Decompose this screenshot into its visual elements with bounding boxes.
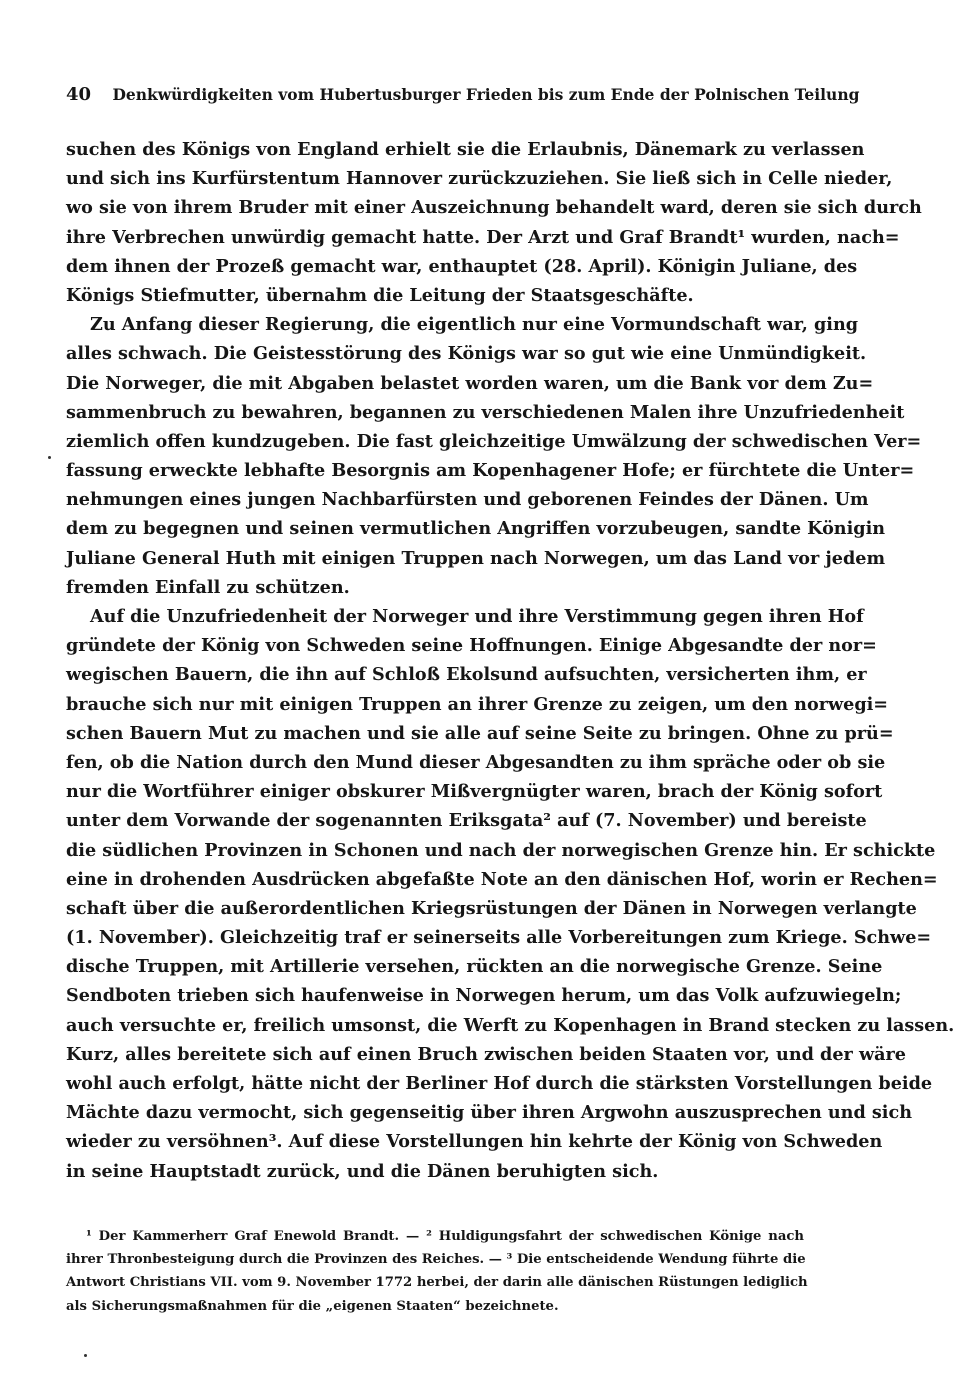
running-head [66, 84, 860, 108]
footnote-line: ¹ Der Kammerherr Graf Enewold Brandt. — ² Huldigungsfahrt der schwedischen Könige nach [86, 1229, 804, 1244]
text-line: dem ihnen der Prozeß gemacht war, enthauptet (28. April). Königin Juliane, des [66, 255, 858, 277]
text-line: alles schwach. Die Geistesstörung des Königs war so gut wie eine Unmündigkeit. [66, 343, 867, 365]
text-line: in seine Hauptstadt zurück, und die Dänen beruhigten sich. [66, 1160, 659, 1182]
text-line: ihre Verbrechen unwürdig gemacht hatte. Der Arzt und Graf Brandt¹ wurden, nach= [66, 226, 900, 248]
page-number: 40 [66, 84, 92, 105]
footnote-line: ihrer Thronbesteigung durch die Provinzen des Reiches. — ³ Die entscheidende Wendung führte die [66, 1252, 806, 1268]
text-line: Auf die Unzufriedenheit der Norweger und ihre Verstimmung gegen ihren Hof [90, 606, 864, 627]
text-line: Sendboten trieben sich haufenweise in Norwegen herum, um das Volk aufzuwiegeln; [66, 985, 902, 1007]
text-line: Königs Stiefmutter, übernahm die Leitung der Staatsgeschäfte. [66, 284, 694, 306]
text-line: schen Bauern Mut zu machen und sie alle auf seine Seite zu bringen. Ohne zu prü= [66, 722, 894, 744]
scan-speck [84, 1354, 87, 1357]
text-line: fassung erweckte lebhafte Besorgnis am Kopenhagener Hofe; er fürchtete die Unter= [66, 460, 915, 482]
text-line: die südlichen Provinzen in Schonen und nach der norwegischen Grenze hin. Er schickte [66, 839, 936, 861]
text-line: auch versuchte er, freilich umsonst, die Werft zu Kopenhagen in Brand stecken zu lassen. [66, 1014, 954, 1036]
text-line: dem zu begegnen und seinen vermutlichen Angriffen vorzubeugen, sandte Königin [66, 518, 886, 540]
text-line: wohl auch erfolgt, hätte nicht der Berliner Hof durch die stärksten Vorstellungen beide [66, 1073, 933, 1094]
text-line: dische Truppen, mit Artillerie versehen, rückten an die norwegische Grenze. Seine [66, 956, 883, 978]
text-line: Zu Anfang dieser Regierung, die eigentlich nur eine Vormundschaft war, ging [90, 314, 859, 336]
text-line: und sich ins Kurfürstentum Hannover zurückzuziehen. Sie ließ sich in Celle nieder, [66, 168, 893, 190]
text-line: suchen des Königs von England erhielt sie die Erlaubnis, Dänemark zu verlassen [66, 139, 865, 160]
text-line: gründete der König von Schweden seine Hoffnungen. Einige Abgesandte der nor= [66, 635, 877, 657]
text-line: brauche sich nur mit einigen Truppen an ihrer Grenze zu zeigen, um den norwegi= [66, 693, 889, 715]
body-text [66, 135, 954, 1186]
text-line: sammenbruch zu bewahren, begannen zu verschiedenen Malen ihre Unzufriedenheit [66, 401, 905, 423]
text-line: wegischen Bauern, die ihn auf Schloß Ekolsund aufsuchten, versicherten ihm, er [66, 664, 867, 686]
text-line: Juliane General Huth mit einigen Truppen nach Norwegen, um das Land vor jedem [66, 547, 886, 569]
text-line: Die Norweger, die mit Abgaben belastet worden waren, um die Bank vor dem Zu= [66, 372, 874, 394]
scan-speck [48, 456, 51, 459]
text-line: ziemlich offen kundzugeben. Die fast gleichzeitige Umwälzung der schwedischen Ver= [66, 430, 922, 452]
text-line: nehmungen eines jungen Nachbarfürsten und geborenen Feindes der Dänen. Um [66, 489, 869, 511]
running-title: Denkwürdigkeiten vom Hubertusburger Frieden bis zum Ende der Polnischen Teilung [112, 85, 860, 104]
text-line: eine in drohenden Ausdrücken abgefaßte Note an den dänischen Hof, worin er Rechen= [66, 868, 938, 890]
text-line: Kurz, alles bereitete sich auf einen Bruch zwischen beiden Staaten vor, und der wäre [66, 1043, 906, 1065]
text-line: nur die Wortführer einiger obskurer Mißvergnügter waren, brach der König sofort [66, 781, 883, 803]
text-line: wo sie von ihrem Bruder mit einer Auszeichnung behandelt ward, deren sie sich durch [66, 197, 922, 219]
text-line: Mächte dazu vermocht, sich gegenseitig über ihren Argwohn auszusprechen und sich [66, 1102, 912, 1124]
text-line: fen, ob die Nation durch den Mund dieser Abgesandten zu ihm spräche oder ob sie [66, 751, 886, 773]
text-line: unter dem Vorwande der sogenannten Eriksgata² auf (7. November) und bereiste [66, 810, 867, 832]
text-line: wieder zu versöhnen³. Auf diese Vorstellungen hin kehrte der König von Schweden [66, 1131, 883, 1153]
footnote-line: Antwort Christians VII. vom 9. November 1772 herbei, der darin alle dänischen Rüstungen lediglich [66, 1275, 808, 1291]
footnotes [66, 1225, 808, 1318]
text-line: (1. November). Gleichzeitig traf er seinerseits alle Vorbereitungen zum Kriege. Schwe= [66, 927, 932, 949]
text-line: fremden Einfall zu schützen. [66, 576, 350, 598]
text-line: schaft über die außerordentlichen Kriegsrüstungen der Dänen in Norwegen verlangte [66, 897, 917, 919]
footnote-line: als Sicherungsmaßnahmen für die „eigenen Staaten“ bezeichnete. [66, 1298, 559, 1314]
